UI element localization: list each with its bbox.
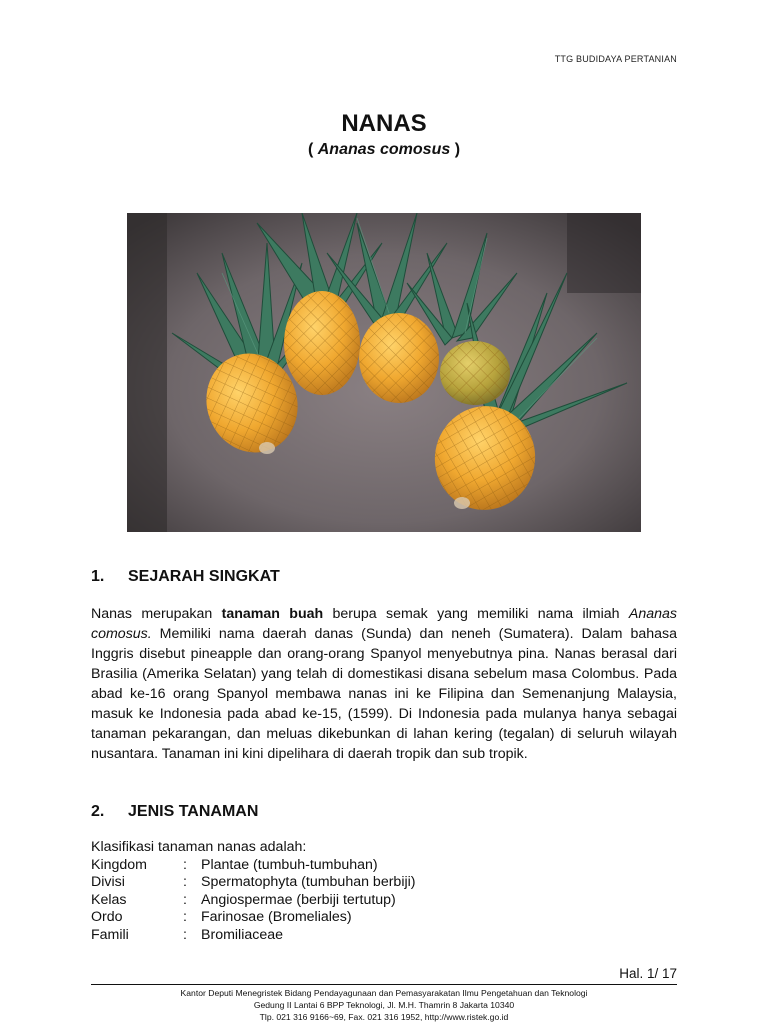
para-text: Nanas merupakan bbox=[91, 606, 222, 622]
classification-value: Angiospermae (berbiji tertutup) bbox=[201, 891, 396, 908]
classification-row bbox=[91, 892, 677, 910]
pineapple-illustration bbox=[127, 213, 641, 532]
classification-row bbox=[91, 857, 677, 875]
footer-divider bbox=[91, 984, 677, 985]
classification-key: Ordo bbox=[91, 909, 123, 925]
section-heading-jenis bbox=[91, 803, 258, 821]
classification-sep: : bbox=[183, 909, 187, 925]
classification-row bbox=[91, 874, 677, 892]
classification-block bbox=[91, 839, 677, 944]
latin-name: Ananas comosus bbox=[317, 141, 451, 158]
page-number: Hal. 1/ 17 bbox=[619, 966, 677, 981]
footer-line-2: Gedung II Lantai 6 BPP Teknologi, Jl. M.H. Thamrin 8 Jakarta 10340 bbox=[253, 1000, 515, 1010]
section-number: 2. bbox=[91, 803, 105, 820]
section-heading-sejarah bbox=[91, 568, 280, 586]
section-title: SEJARAH SINGKAT bbox=[128, 568, 280, 585]
classification-row bbox=[91, 927, 677, 945]
para-text: berupa semak yang memiliki nama ilmiah bbox=[323, 606, 629, 622]
para-text: Memiliki nama daerah danas (Sunda) dan neneh (Sumatera). Dalam bahasa Inggris disebut pineapple dan orang-orang Spanyol menyebutnya pina. Nanas berasal dari Brasilia (Amerika Selatan) yang telah di domestikasi disana sebelum masa Colombus. Pada abad ke-16 orang Spanyol membawa nanas ini ke Filipina dan Semenanjung Malaysia, masuk ke Indonesia pada abad ke-15, (1599). Di Indonesia pada mulanya hanya sebagai tanaman pekarangan, dan meluas dikebunkan di lahan kering (tegalan) di seluruh wilayah nusantara. Tanaman ini kini dipelihara di daerah tropik dan sub tropik. bbox=[91, 626, 677, 762]
classification-value: Farinosae (Bromeliales) bbox=[201, 909, 352, 925]
classification-value: Spermatophyta (tumbuhan berbiji) bbox=[201, 874, 416, 890]
classification-key: Famili bbox=[91, 926, 129, 943]
subtitle-open-paren: ( bbox=[307, 141, 314, 158]
classification-key: Kelas bbox=[91, 891, 127, 908]
page-footer bbox=[91, 987, 677, 1023]
classification-intro: Klasifikasi tanaman nanas adalah: bbox=[91, 839, 307, 855]
classification-value: Bromiliaceae bbox=[201, 926, 284, 943]
para-bold: tanaman buah bbox=[221, 606, 324, 622]
document-subtitle bbox=[0, 141, 768, 159]
para-italic: Ananas comosus. bbox=[91, 606, 677, 642]
classification-value: Plantae (tumbuh-tumbuhan) bbox=[201, 856, 378, 873]
footer-line-1: Kantor Deputi Menegristek Bidang Pendayagunaan dan Pemasyarakatan Ilmu Pengetahuan dan Teknologi bbox=[180, 988, 588, 998]
section-number: 1. bbox=[91, 568, 105, 585]
section-title: JENIS TANAMAN bbox=[128, 803, 259, 820]
pineapple-photo bbox=[127, 213, 641, 532]
footer-line-3: Tlp. 021 316 9166~69, Fax. 021 316 1952, http://www.ristek.go.id bbox=[259, 1012, 509, 1022]
subtitle-close-paren: ) bbox=[454, 141, 461, 158]
classification-sep: : bbox=[183, 856, 187, 873]
classification-key: Kingdom bbox=[91, 856, 147, 873]
classification-sep: : bbox=[183, 926, 187, 943]
classification-sep: : bbox=[183, 874, 187, 890]
running-header: TTG BUDIDAYA PERTANIAN bbox=[554, 54, 677, 64]
sejarah-paragraph bbox=[91, 604, 677, 764]
classification-row bbox=[91, 909, 677, 927]
classification-sep: : bbox=[183, 891, 187, 908]
document-title: NANAS bbox=[341, 110, 427, 137]
classification-key: Divisi bbox=[91, 874, 125, 890]
